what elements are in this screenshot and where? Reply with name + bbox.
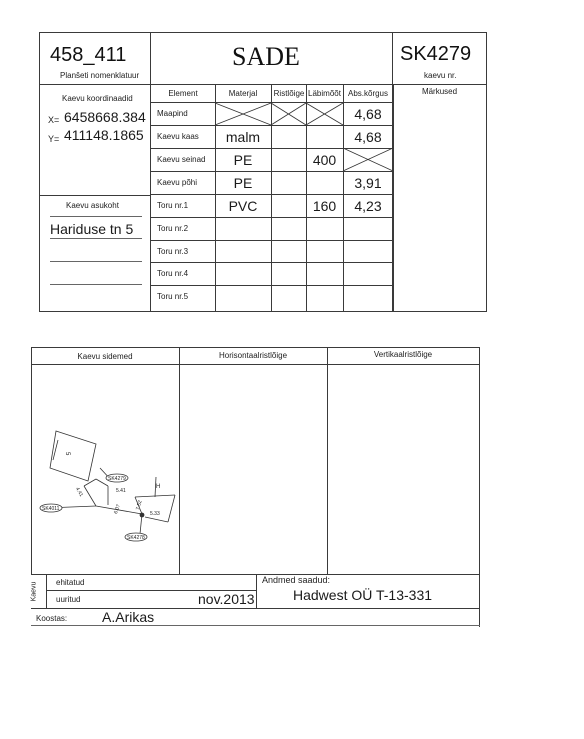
- table-row-material: PE: [233, 151, 253, 168]
- table-row-element: Kaevu seinad: [157, 155, 206, 164]
- table-row-element: Toru nr.2: [157, 224, 189, 233]
- sketch-label-d4: 6.07: [112, 503, 122, 515]
- table-row-element: Kaevu kaas: [157, 132, 199, 141]
- well-id-label: kaevu nr.: [424, 71, 457, 80]
- surveyed-label: uuritud: [56, 595, 81, 604]
- table-row-diameter: 160: [312, 197, 337, 214]
- sketch-label-sk4011: SK4011: [42, 506, 60, 512]
- sketch-label-sk4279: SK4279: [108, 476, 126, 482]
- sketch-label-d2: 5.41: [116, 488, 126, 494]
- sheet-number: 458_411: [50, 44, 127, 66]
- sketch-label-h: H: [156, 484, 161, 490]
- x-value: 6458668.384: [64, 109, 146, 125]
- col-title-horizontal: Horisontaalristlõige: [218, 350, 288, 360]
- table-row-element: Maapind: [157, 109, 188, 118]
- sketch-label-d5: 7.52: [135, 499, 144, 511]
- table-row-element: Toru nr.3: [157, 247, 189, 256]
- well-side-label: Kaevu: [30, 581, 38, 602]
- col-header-element: Element: [168, 88, 198, 98]
- table-row-height: 4,68: [354, 128, 382, 145]
- sketch-label-sk4278: SK4278: [127, 535, 145, 541]
- col-header-section: Ristlõige: [273, 88, 305, 98]
- compiler-label: Koostas:: [36, 614, 68, 623]
- built-label: ehitatud: [56, 578, 85, 587]
- table-row-element: Kaevu põhi: [157, 178, 198, 187]
- data-source-label: Andmed saadud:: [262, 575, 331, 585]
- sketch-label-d3: 5.33: [150, 511, 160, 517]
- col-header-diameter: Läbimõõt: [308, 88, 341, 98]
- sketch-label-d1: 4.41: [74, 486, 85, 498]
- coordinates-label: Kaevu koordinaadid: [62, 94, 133, 103]
- table-row-diameter: 400: [312, 151, 337, 168]
- compiler-value: A.Arikas: [102, 609, 155, 625]
- page-title: SADE: [232, 42, 300, 71]
- col-title-connections: Kaevu sidemed: [77, 351, 133, 361]
- sketch-label-building: 5: [64, 452, 70, 456]
- col-title-vertical: Vertikaalristlõige: [373, 349, 433, 359]
- table-row-height: 4,23: [354, 197, 382, 214]
- well-id: SK4279: [400, 43, 472, 65]
- col-header-height: Abs.kõrgus: [347, 88, 389, 98]
- y-label: Y=: [48, 134, 60, 144]
- table-row-element: Toru nr.5: [157, 292, 189, 301]
- table-row-material: PE: [233, 174, 253, 191]
- table-row-material: malm: [225, 128, 261, 145]
- table-row-height: 3,91: [354, 174, 382, 191]
- table-row-element: Toru nr.4: [157, 269, 189, 278]
- data-source-value: Hadwest OÜ T-13-331: [293, 587, 433, 603]
- surveyed-value: nov.2013: [198, 591, 255, 607]
- table-row-material: PVC: [228, 197, 258, 214]
- col-header-material: Materjal: [228, 88, 258, 98]
- sheet-number-label: Planšeti nomenklatuur: [60, 71, 140, 80]
- table-row-height: 4,68: [354, 105, 382, 122]
- x-label: X=: [48, 115, 60, 125]
- location-label: Kaevu asukoht: [66, 201, 119, 210]
- col-header-notes: Märkused: [421, 86, 458, 96]
- table-row-element: Toru nr.1: [157, 201, 189, 210]
- y-value: 411148.1865: [64, 127, 144, 143]
- location-value: Hariduse tn 5: [50, 221, 134, 237]
